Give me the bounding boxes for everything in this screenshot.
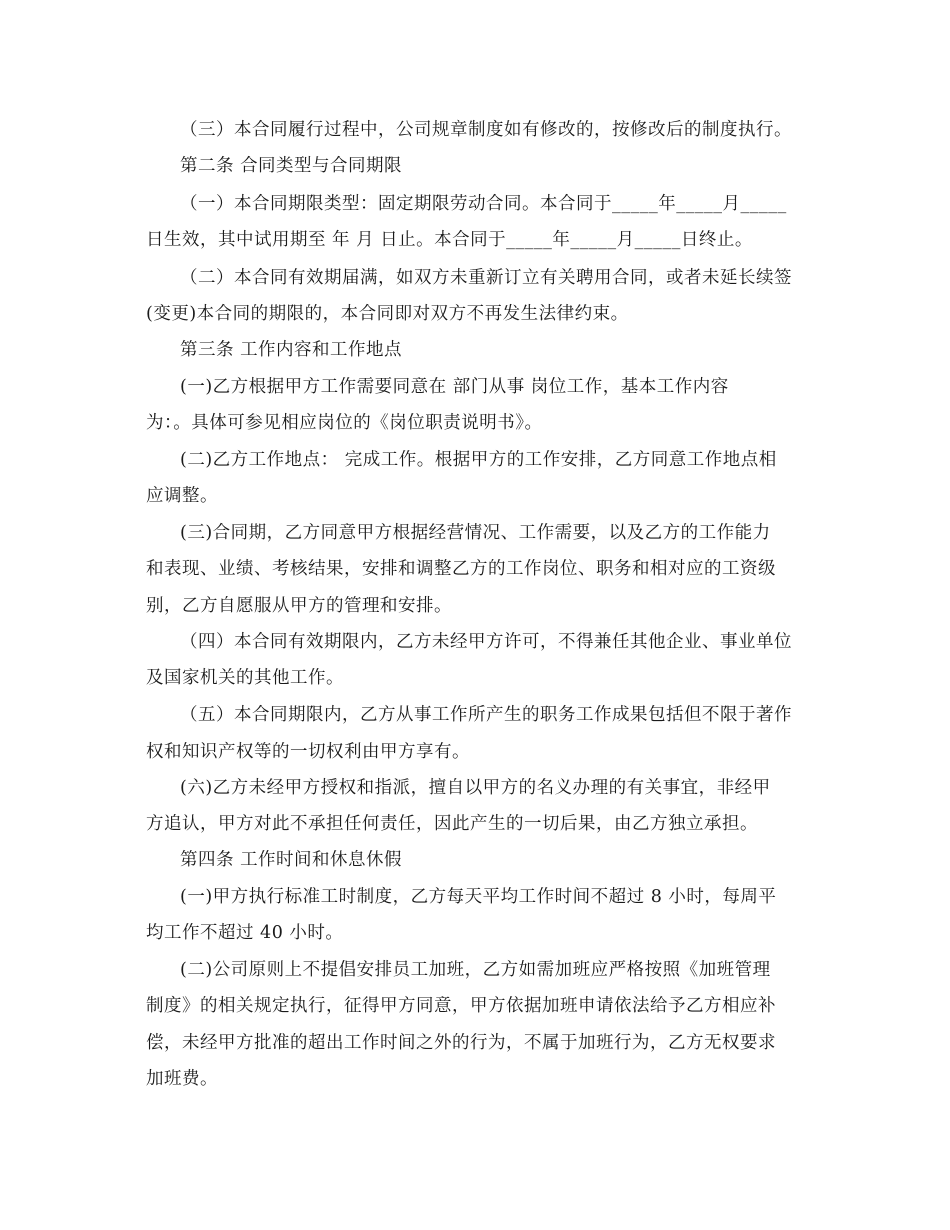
clause-line: 日生效，其中试用期至 年 月 日止。本合同于_____年_____月_____日终止。 xyxy=(146,230,753,250)
clause-line: 权和知识产权等的一切权利由甲方享有。 xyxy=(146,742,470,762)
clause-line: 方追认，甲方对此不承担任何责任，因此产生的一切后果，由乙方独立承担。 xyxy=(146,814,758,834)
section-heading: 第四条 工作时间和休息休假 xyxy=(180,850,403,870)
clause-line: (变更)本合同的期限的，本合同即对双方不再发生法律约束。 xyxy=(146,304,629,324)
section-heading: 第二条 合同类型与合同期限 xyxy=(180,156,403,176)
clause-line: 应调整。 xyxy=(146,486,218,506)
clause-line: （二）本合同有效期届满，如双方未重新订立有关聘用合同，或者未延长续签 xyxy=(180,268,792,288)
clause-line: (三)合同期，乙方同意甲方根据经营情况、工作需要，以及乙方的工作能力 xyxy=(180,523,771,543)
clause-line: 为：。具体可参见相应岗位的《岗位职责说明书》。 xyxy=(146,413,543,433)
clause-line: (二)乙方工作地点： 完成工作。根据甲方的工作安排，乙方同意工作地点相 xyxy=(180,450,777,470)
clause-line: (二)公司原则上不提倡安排员工加班，乙方如需加班应严格按照《加班管理 xyxy=(180,960,771,980)
clause-line: （四）本合同有效期限内，乙方未经甲方许可，不得兼任其他企业、事业单位 xyxy=(180,632,792,652)
clause-line: (六)乙方未经甲方授权和指派，擅自以甲方的名义办理的有关事宜，非经甲 xyxy=(180,778,771,798)
clause-line: 均工作不超过 40 小时。 xyxy=(146,923,344,943)
clause-line: 和表现、业绩、考核结果，安排和调整乙方的工作岗位、职务和相对应的工资级 xyxy=(146,559,776,579)
clause-line: 别，乙方自愿服从甲方的管理和安排。 xyxy=(146,596,452,616)
clause-line: （五）本合同期限内，乙方从事工作所产生的职务工作成果包括但不限于著作 xyxy=(180,705,792,725)
clause-line: (一)乙方根据甲方工作需要同意在 部门从事 岗位工作，基本工作内容 xyxy=(180,377,729,397)
clause-line: (一)甲方执行标准工时制度，乙方每天平均工作时间不超过 8 小时，每周平 xyxy=(180,887,777,907)
clause-line: 及国家机关的其他工作。 xyxy=(146,668,344,688)
clause-line: （一）本合同期限类型：固定期限劳动合同。本合同于_____年_____月_____ xyxy=(180,194,787,214)
section-heading: 第三条 工作内容和工作地点 xyxy=(180,340,403,360)
clause-line: 偿，未经甲方批准的超出工作时间之外的行为，不属于加班行为，乙方无权要求 xyxy=(146,1033,776,1053)
clause-line: 加班费。 xyxy=(146,1069,218,1089)
clause-line: （三）本合同履行过程中，公司规章制度如有修改的，按修改后的制度执行。 xyxy=(180,120,792,140)
clause-line: 制度》的相关规定执行，征得甲方同意，甲方依据加班申请依法给予乙方相应补 xyxy=(146,996,776,1016)
